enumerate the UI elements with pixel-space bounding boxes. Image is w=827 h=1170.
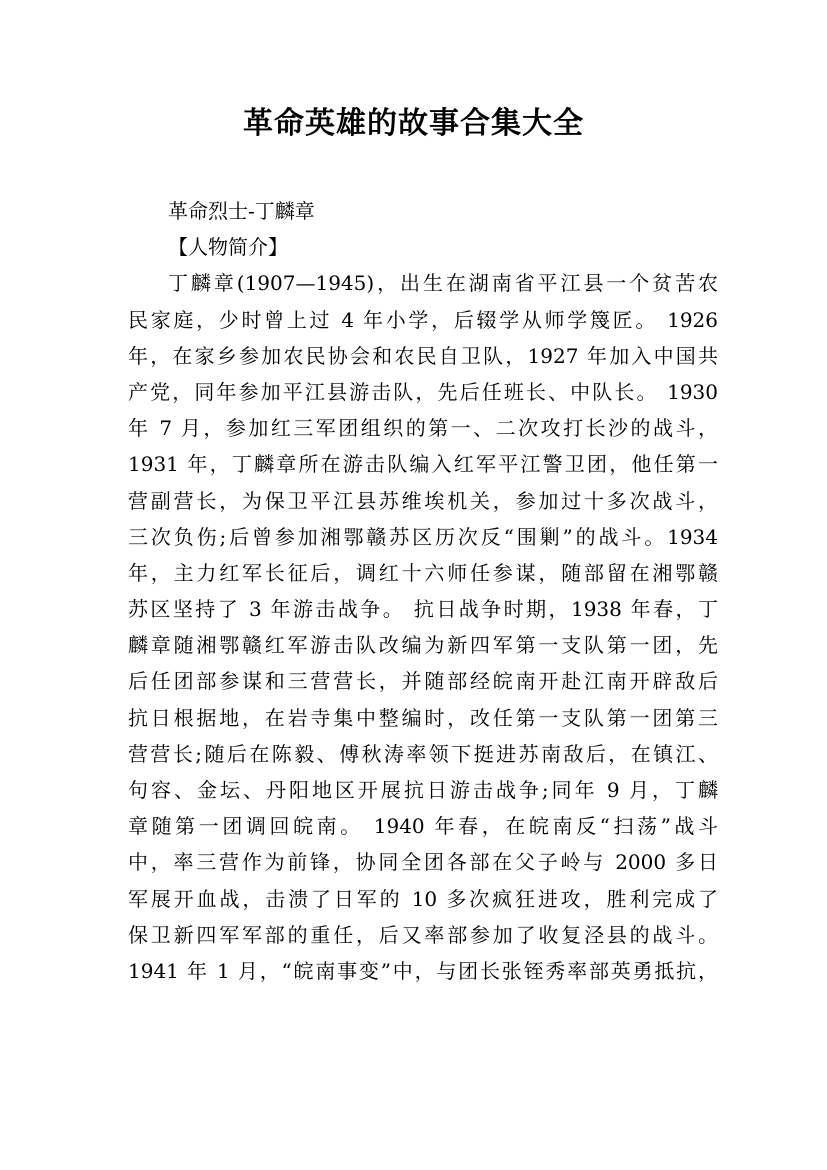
paragraph-line: 产党，同年参加平江县游击队，先后任班长、中队长。 1930 bbox=[128, 379, 718, 404]
paragraph-line: 抗日根据地，在岩寺集中整编时，改任第一支队第一团第三 bbox=[128, 705, 718, 730]
paragraph-line: 麟章随湘鄂赣红军游击队改编为新四军第一支队第一团，先 bbox=[128, 633, 718, 658]
section-heading: 【人物简介】 bbox=[168, 235, 288, 260]
paragraph-line: 军展开血战，击溃了日军的 10 多次疯狂进攻，胜利完成了 bbox=[128, 886, 718, 911]
document-title: 革命英雄的故事合集大全 bbox=[243, 106, 584, 141]
paragraph-line: 丁麟章(1907—1945)，出生在湖南省平江县一个贫苦农 bbox=[168, 271, 718, 296]
paragraph-line: 中，率三营作为前锋，协同全团各部在父子岭与 2000 多日 bbox=[128, 850, 718, 875]
article-subtitle: 革命烈士-丁麟章 bbox=[168, 199, 315, 223]
document-body bbox=[128, 193, 718, 989]
paragraph-line: 年，主力红军长征后，调红十六师任参谋，随部留在湘鄂赣 bbox=[128, 560, 718, 585]
paragraph-line: 年 7 月，参加红三军团组织的第一、二次攻打长沙的战斗， bbox=[128, 416, 718, 441]
paragraph-line: 民家庭，少时曾上过 4 年小学，后辍学从师学篾匠。 1926 bbox=[128, 307, 718, 332]
paragraph-line: 营营长;随后在陈毅、傅秋涛率领下挺进苏南敌后，在镇江、 bbox=[128, 741, 718, 766]
paragraph-line: 苏区坚持了 3 年游击战争。 抗日战争时期，1938 年春，丁 bbox=[128, 597, 718, 622]
paragraph-line: 后任团部参谋和三营营长，并随部经皖南开赴江南开辟敌后 bbox=[128, 669, 718, 694]
paragraph-line: 句容、金坛、丹阳地区开展抗日游击战争;同年 9 月，丁麟 bbox=[128, 778, 718, 802]
paragraph-line: 年，在家乡参加农民协会和农民自卫队，1927 年加入中国共 bbox=[128, 343, 718, 368]
paragraph-line: 保卫新四军军部的重任，后又率部参加了收复泾县的战斗。 bbox=[128, 922, 718, 947]
paragraph-line: 1941 年 1 月，“皖南事变”中，与团长张铚秀率部英勇抵抗， bbox=[128, 958, 718, 983]
paragraph-line: 三次负伤;后曾参加湘鄂赣苏区历次反“围剿”的战斗。1934 bbox=[128, 524, 718, 549]
paragraph-line: 1931 年，丁麟章所在游击队编入红军平江警卫团，他任第一 bbox=[128, 452, 718, 477]
paragraph-line: 营副营长，为保卫平江县苏维埃机关，参加过十多次战斗， bbox=[128, 488, 718, 513]
paragraph-line: 章随第一团调回皖南。 1940 年春，在皖南反“扫荡”战斗 bbox=[128, 814, 718, 839]
